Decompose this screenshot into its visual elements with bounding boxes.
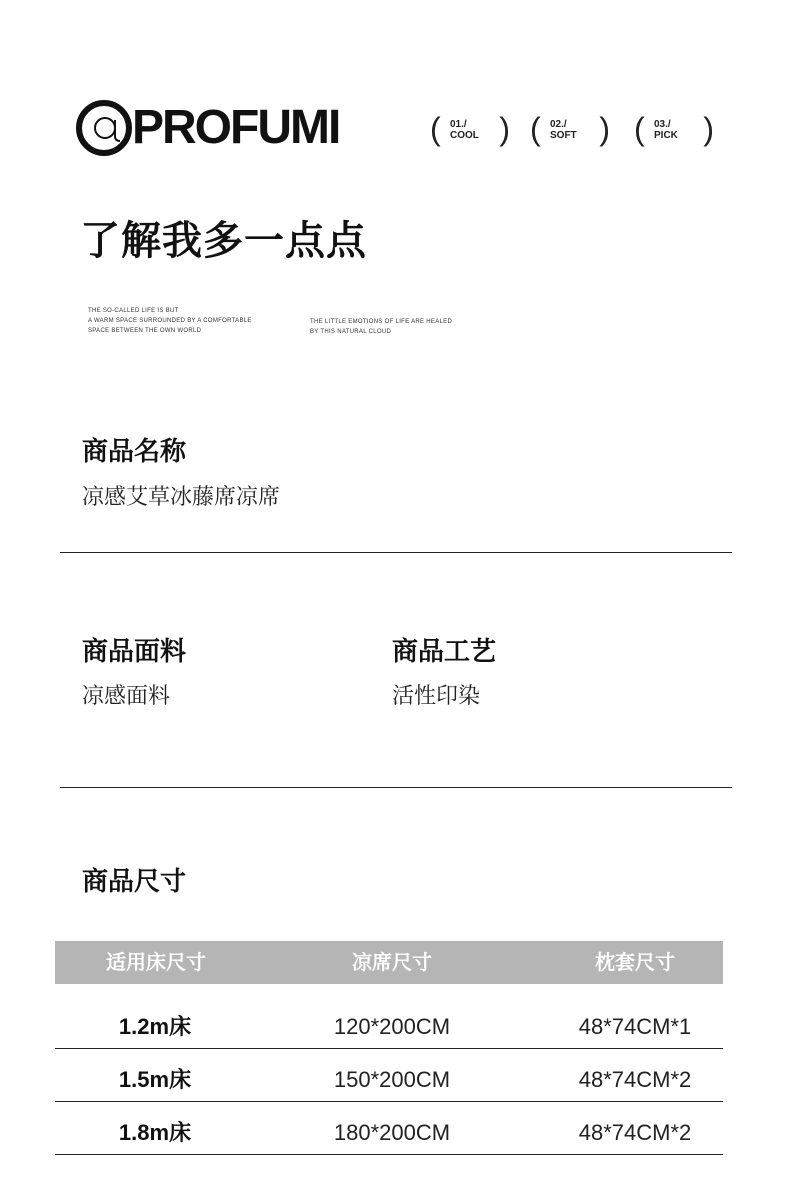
table-row [55,1103,723,1155]
bed-size-cell: 1.8m床 [118,1120,192,1145]
tag-word: COOL [450,130,479,141]
tag-label [450,119,494,141]
bracket-right: ) [499,111,510,147]
mat-size-cell: 120*200CM [333,1014,451,1039]
mat-size-cell: 150*200CM [333,1067,451,1092]
product-name-value: 凉感艾草冰藤席凉席 [82,485,281,510]
tag-number: 01./ [450,119,467,130]
tagline-line: THE LITTLE EMOTIONS OF LIFE ARE HEALED [310,319,453,325]
row-divider [55,1101,723,1102]
tagline-line: SPACE BETWEEN THE OWN WORLD [88,328,202,334]
column-header-mat-size: 凉席尺寸 [352,950,432,974]
logo-wordmark: PROFUMI [132,101,340,154]
bracket-right: ) [599,111,610,147]
divider [60,787,732,788]
mat-size-cell: 180*200CM [333,1120,451,1145]
pillowcase-size-cell: 48*74CM*2 [578,1067,692,1092]
table-row [55,1050,723,1102]
craft-title: 商品工艺 [392,637,497,667]
row-divider [55,1154,723,1155]
tagline-line: THE SO-CALLED LIFE IS BUT [88,308,179,314]
bed-size-cell: 1.5m床 [118,1067,192,1092]
tag-label [550,119,594,141]
bracket-left: ( [430,111,441,147]
table-row [55,997,723,1049]
column-header-bed-size: 适用床尺寸 [106,950,206,974]
tag-number: 03./ [654,119,671,130]
tagline-right [310,317,452,337]
fabric-value: 凉感面料 [82,684,171,709]
pillowcase-size-cell: 48*74CM*1 [578,1014,692,1039]
tag-pick [634,112,714,148]
pillowcase-size-cell: 48*74CM*2 [578,1120,692,1145]
size-table-header [55,941,723,984]
craft-value: 活性印染 [392,684,481,709]
fabric-title: 商品面料 [82,637,187,667]
tagline-line: BY THIS NATURAL CLOUD [310,329,392,335]
size-title: 商品尺寸 [82,867,187,897]
tag-cool [430,112,510,148]
tagline-line: A WARM SPACE SURROUNDED BY A COMFORTABLE [88,318,252,324]
column-header-pillowcase-size: 枕套尺寸 [595,950,675,974]
bracket-left: ( [634,111,645,147]
tag-label [654,119,698,141]
tag-word: PICK [654,130,678,141]
row-divider [55,1048,723,1049]
page-title: 了解我多一点点 [80,218,367,264]
product-name-title: 商品名称 [82,437,187,467]
tag-number: 02./ [550,119,567,130]
divider [60,552,732,553]
bracket-right: ) [703,111,714,147]
at-sign-icon [76,100,132,156]
bracket-left: ( [530,111,541,147]
bed-size-cell: 1.2m床 [118,1014,192,1039]
tag-soft [530,112,610,148]
tag-word: SOFT [550,130,577,141]
tagline-left [88,306,252,336]
